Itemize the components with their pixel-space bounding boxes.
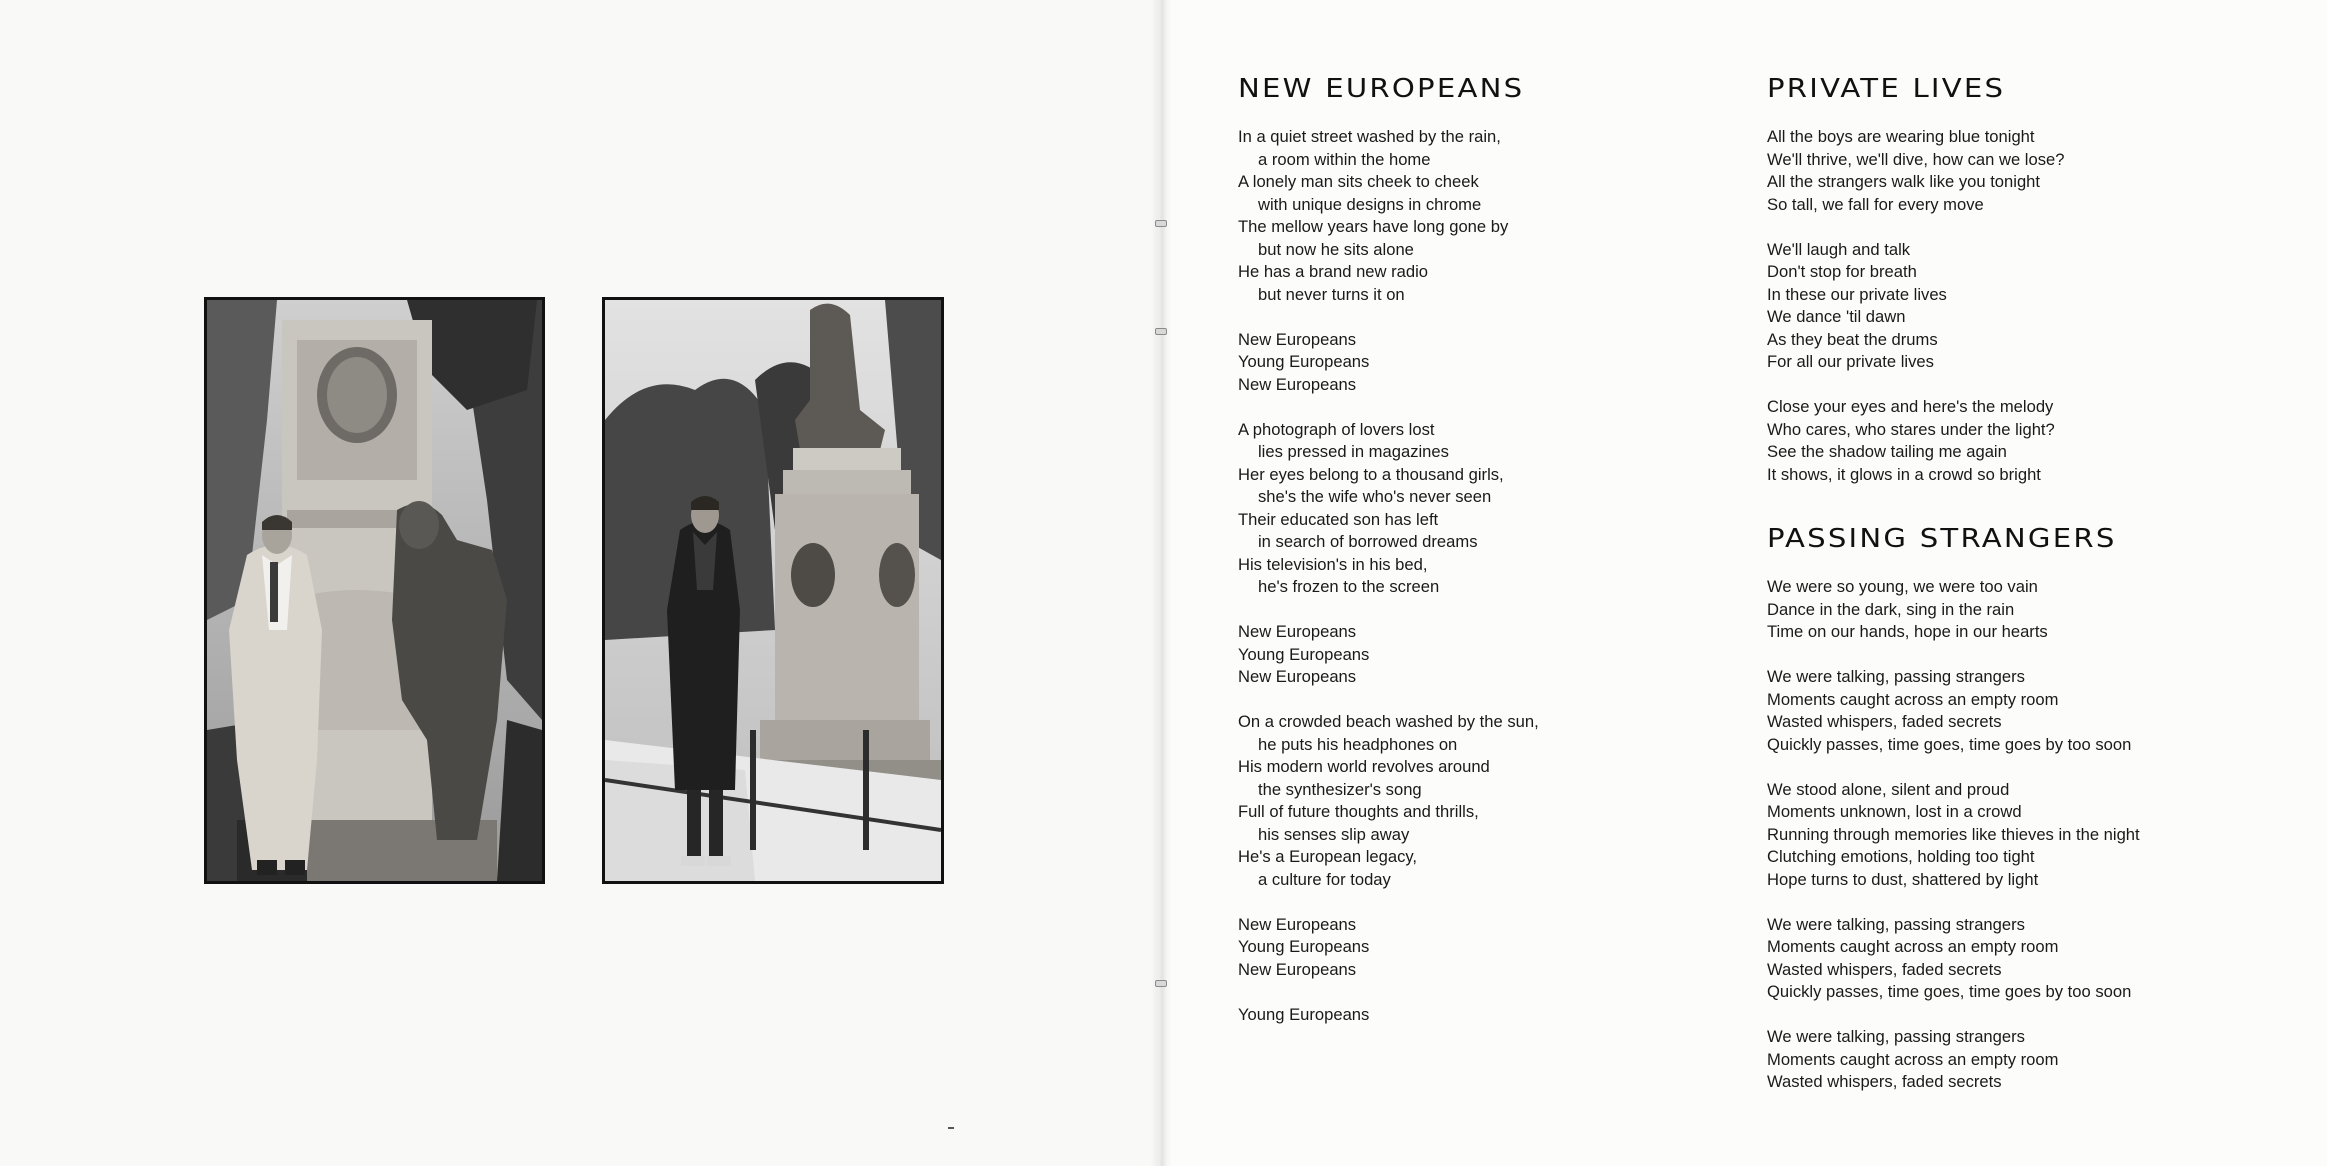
stanza <box>1238 711 1539 891</box>
lyric-line: A photograph of lovers lost <box>1238 419 1435 439</box>
lyric-line: but never turns it on <box>1258 284 1405 304</box>
lyric-line: Her eyes belong to a thousand girls, <box>1238 464 1504 484</box>
lyric-line: Moments caught across an empty room <box>1767 937 2059 956</box>
left-page <box>0 0 1158 1166</box>
lyric-line: Moments caught across an empty room <box>1767 1049 2059 1069</box>
lyric-line: His modern world revolves around <box>1238 757 1490 776</box>
stanza <box>1767 779 2140 892</box>
lyric-line: Their educated son has left <box>1238 509 1439 529</box>
photo-1-image <box>207 300 542 881</box>
lyric-line: in search of borrowed dreams <box>1258 532 1478 551</box>
song-title-passing-strangers: PASSING STRANGERS <box>1767 524 2117 554</box>
photo-leather-coat-man <box>602 297 944 884</box>
lyric-line: his senses slip away <box>1258 824 1410 844</box>
stanza <box>1238 1004 1539 1027</box>
book-gutter <box>1150 0 1172 1166</box>
lyric-line: In a quiet street washed by the rain, <box>1238 127 1501 146</box>
lyric-line: For all our private lives <box>1767 352 1934 371</box>
lyric-line: We were talking, passing strangers <box>1767 667 2025 686</box>
print-speck <box>948 1127 954 1129</box>
lyric-line: His television's in his bed, <box>1238 554 1428 574</box>
stanza <box>1767 1026 2140 1094</box>
lyric-line: with unique designs in chrome <box>1258 194 1482 214</box>
lyric-line: Running through memories like thieves in the night <box>1767 824 2140 844</box>
lyric-line: Young Europeans <box>1238 644 1370 664</box>
stanza <box>1238 621 1539 689</box>
lyric-line: Who cares, who stares under the light? <box>1767 419 2055 439</box>
stanza <box>1767 126 2064 216</box>
lyric-line: A lonely man sits cheek to cheek <box>1238 172 1479 191</box>
lyric-line: Wasted whispers, faded secrets <box>1767 712 2002 731</box>
lyric-line: New Europeans <box>1238 959 1357 979</box>
photo-trench-coat-man <box>204 297 545 884</box>
lyric-line: New Europeans <box>1238 374 1357 394</box>
lyric-line: Clutching emotions, holding too tight <box>1767 847 2035 866</box>
lyric-line: Don't stop for breath <box>1767 262 1917 281</box>
staple-bottom <box>1155 980 1167 987</box>
lyric-line: Moments unknown, lost in a crowd <box>1767 802 2022 821</box>
lyric-line: Quickly passes, time goes, time goes by too soon <box>1767 982 2132 1001</box>
stanza <box>1238 914 1539 982</box>
lyric-line: New Europeans <box>1238 329 1357 349</box>
lyric-line: she's the wife who's never seen <box>1258 487 1492 506</box>
lyric-line: Moments caught across an empty room <box>1767 689 2059 709</box>
song-title-private-lives: PRIVATE LIVES <box>1767 74 2006 104</box>
lyric-line: He has a brand new radio <box>1238 262 1429 281</box>
stanza <box>1767 666 2140 756</box>
stanza <box>1767 396 2064 486</box>
lyric-line: So tall, we fall for every move <box>1767 194 1984 214</box>
stanza <box>1238 419 1539 599</box>
lyric-line: Quickly passes, time goes, time goes by too soon <box>1767 734 2132 754</box>
stanza <box>1238 126 1539 306</box>
lyric-line: The mellow years have long gone by <box>1238 217 1509 236</box>
stanza <box>1238 329 1539 397</box>
lyric-line: lies pressed in magazines <box>1258 442 1449 461</box>
staple-mid <box>1155 328 1167 335</box>
lyrics-private-lives <box>1767 126 2064 509</box>
lyric-line: In these our private lives <box>1767 284 1947 304</box>
photo-2-image <box>605 300 941 881</box>
lyrics-new-europeans <box>1238 126 1539 1049</box>
lyric-line: Young Europeans <box>1238 352 1370 371</box>
lyric-line: but now he sits alone <box>1258 239 1414 259</box>
stanza <box>1767 914 2140 1004</box>
lyric-line: We'll thrive, we'll dive, how can we lose? <box>1767 149 2065 169</box>
lyrics-passing-strangers <box>1767 576 2140 1116</box>
lyric-line: he puts his headphones on <box>1258 734 1458 754</box>
lyric-line: On a crowded beach washed by the sun, <box>1238 712 1539 731</box>
lyric-line: It shows, it glows in a crowd so bright <box>1767 464 2041 484</box>
lyric-line: he's frozen to the screen <box>1258 577 1440 596</box>
lyric-line: See the shadow tailing me again <box>1767 442 2007 461</box>
lyric-line: New Europeans <box>1238 914 1357 934</box>
lyric-line: Young Europeans <box>1238 1004 1370 1024</box>
lyric-line: New Europeans <box>1238 622 1357 641</box>
lyric-line: New Europeans <box>1238 667 1357 686</box>
lyric-line: the synthesizer's song <box>1258 779 1422 799</box>
lyric-line: We were talking, passing strangers <box>1767 1027 2025 1046</box>
lyric-line: We stood alone, silent and proud <box>1767 779 2010 799</box>
lyric-line: He's a European legacy, <box>1238 847 1418 866</box>
lyric-line: We dance 'til dawn <box>1767 307 1906 326</box>
lyric-line: Hope turns to dust, shattered by light <box>1767 869 2039 889</box>
lyric-line: As they beat the drums <box>1767 329 1938 349</box>
lyric-line: Close your eyes and here's the melody <box>1767 397 2054 416</box>
lyric-line: Wasted whispers, faded secrets <box>1767 959 2002 979</box>
lyric-line: All the boys are wearing blue tonight <box>1767 127 2035 146</box>
lyric-line: Time on our hands, hope in our hearts <box>1767 622 2048 641</box>
song-title-new-europeans: NEW EUROPEANS <box>1238 74 1525 104</box>
lyric-line: Full of future thoughts and thrills, <box>1238 802 1479 821</box>
lyric-line: Young Europeans <box>1238 937 1370 956</box>
lyric-line: a room within the home <box>1258 149 1431 169</box>
lyric-line: We were talking, passing strangers <box>1767 914 2025 934</box>
stanza <box>1767 576 2140 644</box>
lyric-line: We'll laugh and talk <box>1767 239 1911 259</box>
lyric-line: We were so young, we were too vain <box>1767 577 2038 596</box>
stanza <box>1767 239 2064 374</box>
lyric-line: Wasted whispers, faded secrets <box>1767 1072 2002 1091</box>
staple-top <box>1155 220 1167 227</box>
lyric-line: a culture for today <box>1258 869 1391 889</box>
lyric-line: All the strangers walk like you tonight <box>1767 172 2041 191</box>
lyric-line: Dance in the dark, sing in the rain <box>1767 599 2015 619</box>
